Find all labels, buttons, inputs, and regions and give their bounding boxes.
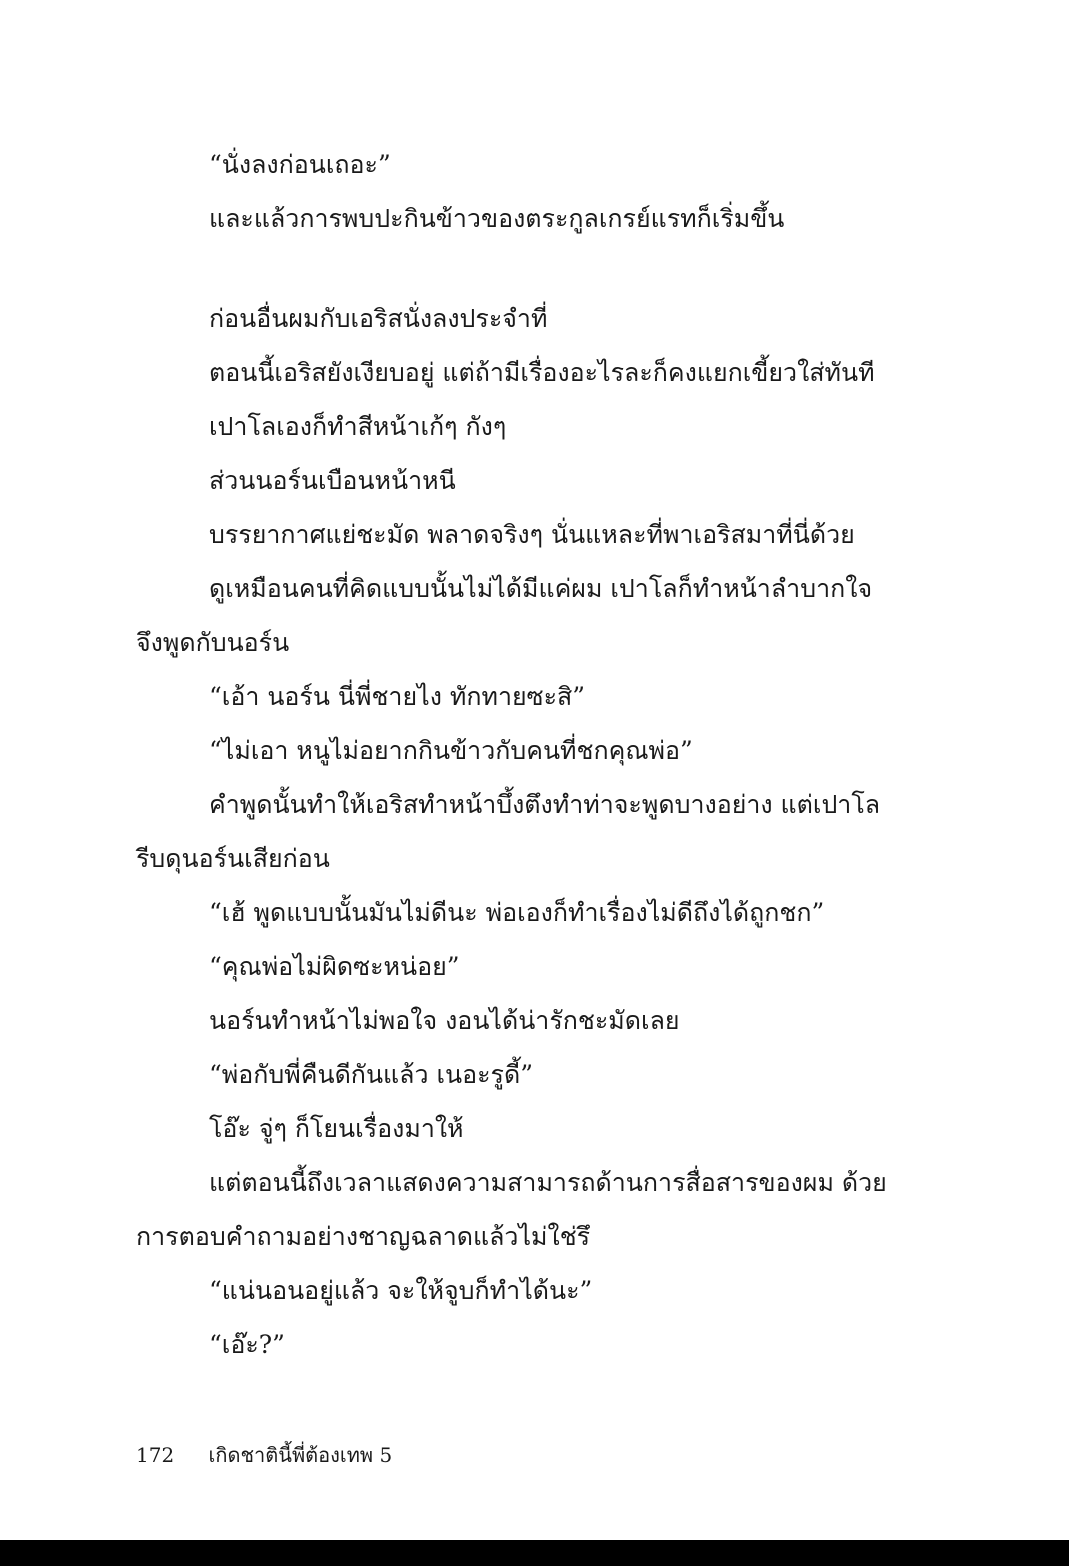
paragraph-line: “พ่อกับพี่คืนดีกันแล้ว เนอะรูดี้” — [209, 1060, 533, 1089]
paragraph-line: นอร์นทำหน้าไม่พอใจ งอนได้น่ารักชะมัดเลย — [209, 1006, 680, 1035]
paragraph-line: “แน่นอนอยู่แล้ว จะให้จูบก็ทำได้นะ” — [209, 1276, 593, 1305]
body-text — [136, 138, 887, 1372]
paragraph-line: “เอ้า นอร์น นี่พี่ชายไง ทักทายซะสิ” — [209, 682, 586, 711]
paragraph-line: โอ๊ะ จู่ๆ ก็โยนเรื่องมาให้ — [209, 1114, 464, 1143]
paragraph-line: และแล้วการพบปะกินข้าวของตระกูลเกรย์แรทก็เริ่มขึ้น — [209, 204, 785, 233]
paragraph-line: แต่ตอนนี้ถึงเวลาแสดงความสามารถด้านการสื่อสารของผม ด้วย — [209, 1168, 887, 1197]
paragraph-line: จึงพูดกับนอร์น — [136, 628, 290, 657]
paragraph-line: “เฮ้ พูดแบบนั้นมันไม่ดีนะ พ่อเองก็ทำเรื่องไม่ดีถึงได้ถูกชก” — [209, 898, 825, 927]
paragraph-line: “คุณพ่อไม่ผิดซะหน่อย” — [209, 952, 460, 981]
paragraph-line: “ไม่เอา หนูไม่อยากกินข้าวกับคนที่ชกคุณพ่อ” — [209, 736, 693, 765]
paragraph-line: ตอนนี้เอริสยังเงียบอยู่ แต่ถ้ามีเรื่องอะไรละก็คงแยกเขี้ยวใส่ทันที — [209, 358, 875, 387]
paragraph-line: “เอ๊ะ?” — [209, 1330, 285, 1359]
paragraph-line: ก่อนอื่นผมกับเอริสนั่งลงประจำที่ — [209, 304, 548, 333]
paragraph-line: “นั่งลงก่อนเถอะ” — [209, 150, 391, 179]
paragraph-line: รีบดุนอร์นเสียก่อน — [136, 844, 330, 873]
paragraph-line: บรรยากาศแย่ชะมัด พลาดจริงๆ นั่นแหละที่พาเอริสมาที่นี่ด้วย — [209, 520, 855, 549]
paragraph-line: การตอบคำถามอย่างชาญฉลาดแล้วไม่ใช่รึ — [136, 1222, 591, 1251]
page-footer — [136, 1440, 392, 1470]
paragraph-line: ดูเหมือนคนที่คิดแบบนั้นไม่ได้มีแค่ผม เปาโลก็ทำหน้าลำบากใจ — [209, 574, 873, 603]
running-title: เกิดชาตินี้พี่ต้องเทพ 5 — [208, 1443, 393, 1467]
section-break — [136, 246, 876, 292]
page-number: 172 — [136, 1443, 175, 1467]
scan-border — [0, 1540, 1069, 1566]
paragraph-line: เปาโลเองก็ทำสีหน้าเก้ๆ กังๆ — [209, 412, 507, 441]
paragraph-line: ส่วนนอร์นเบือนหน้าหนี — [209, 466, 456, 495]
paragraph-line: คำพูดนั้นทำให้เอริสทำหน้าบึ้งตึงทำท่าจะพูดบางอย่าง แต่เปาโล — [209, 790, 881, 819]
